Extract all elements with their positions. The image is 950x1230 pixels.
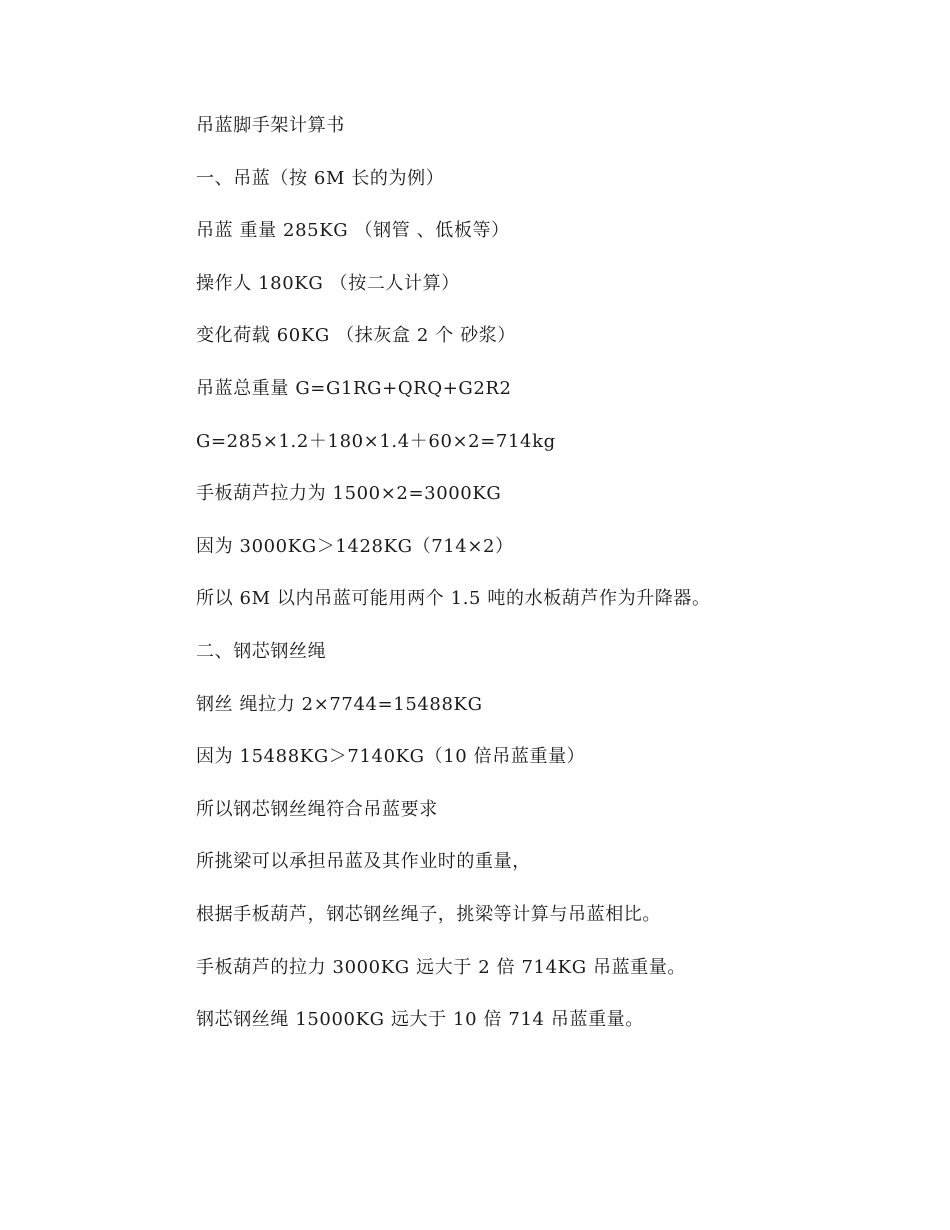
text-line: 因为 15488KG＞7140KG（10 倍吊蓝重量） bbox=[196, 746, 586, 768]
text-line: 所以 6M 以内吊蓝可能用两个 1.5 吨的水板葫芦作为升降器。 bbox=[196, 588, 711, 610]
document-body bbox=[196, 112, 711, 1059]
text-line: 吊蓝总重量 G=G1RG+QRQ+G2R2 bbox=[196, 377, 512, 399]
text-line: 操作人 180KG （按二人计算） bbox=[196, 272, 460, 294]
text-line: 因为 3000KG＞1428KG（714×2） bbox=[196, 535, 514, 557]
text-line: 手板葫芦拉力为 1500×2=3000KG bbox=[196, 483, 502, 505]
text-line: 钢芯钢丝绳 15000KG 远大于 10 倍 714 吊蓝重量。 bbox=[196, 1009, 644, 1031]
text-line: 所以钢芯钢丝绳符合吊蓝要求 bbox=[196, 798, 438, 820]
text-line: 手板葫芦的拉力 3000KG 远大于 2 倍 714KG 吊蓝重量。 bbox=[196, 956, 686, 978]
text-line: 根据手板葫芦，钢芯钢丝绳子，挑梁等计算与吊蓝相比。 bbox=[196, 903, 661, 925]
text-line: 钢丝 绳拉力 2×7744=15488KG bbox=[196, 693, 483, 715]
section-heading-gondola: 一、吊蓝（按 6M 长的为例） bbox=[196, 167, 445, 189]
formula-line: G=285×1.2＋180×1.4＋60×2=714kg bbox=[196, 430, 556, 452]
text-line: 吊蓝 重量 285KG （钢管 、低板等） bbox=[196, 220, 510, 242]
text-line: 所挑梁可以承担吊蓝及其作业时的重量， bbox=[196, 851, 531, 873]
section-heading-wire-rope: 二、钢芯钢丝绳 bbox=[196, 640, 327, 662]
text-line: 变化荷载 60KG （抹灰盒 2 个 砂浆） bbox=[196, 325, 516, 347]
document-title: 吊蓝脚手架计算书 bbox=[196, 115, 345, 136]
